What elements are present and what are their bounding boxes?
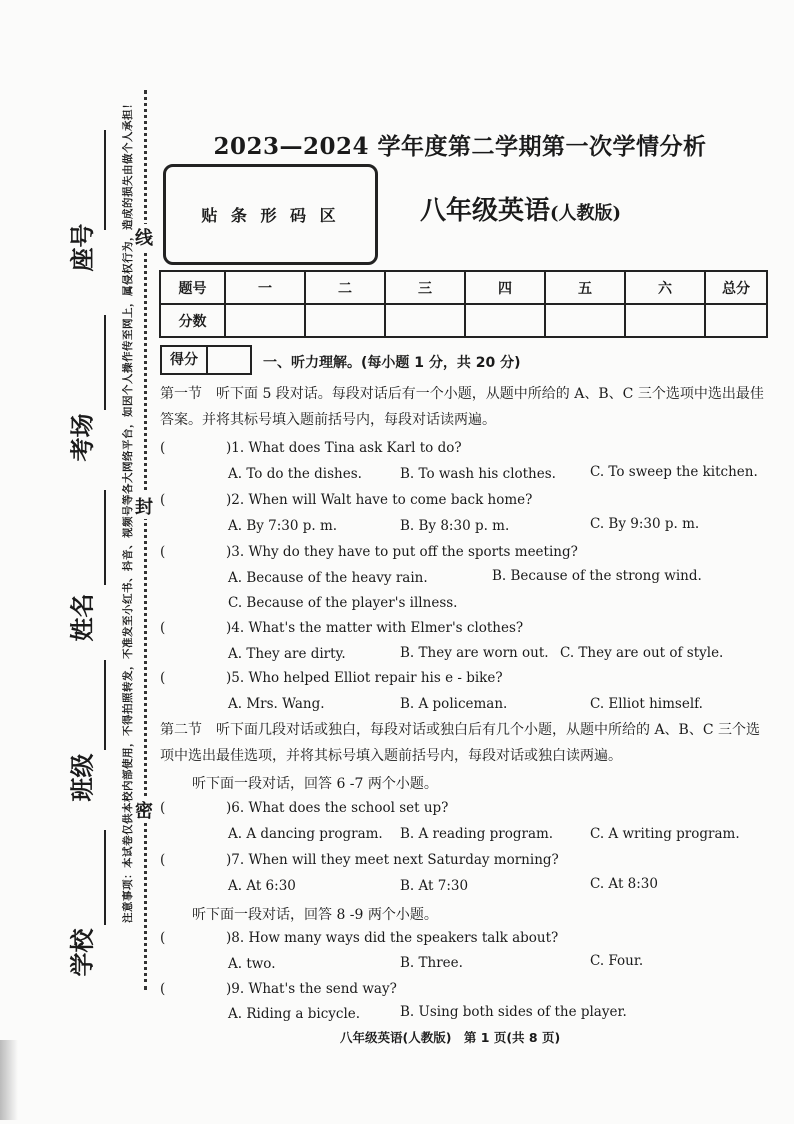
question-4 <box>160 620 523 636</box>
option-a: A. Riding a bicycle. <box>228 1006 361 1022</box>
option-a: A. A dancing program. <box>228 826 383 842</box>
score-header-cell: 六 <box>625 271 705 304</box>
question-text: )8. How many ways did the speakers talk about? <box>226 930 559 946</box>
barcode-area: 贴 条 形 码 区 <box>163 164 378 265</box>
name-line <box>104 490 106 585</box>
option-b: B. To wash his clothes. <box>400 466 556 482</box>
option-a: A. At 6:30 <box>228 878 296 894</box>
class-line <box>104 660 106 750</box>
option-b: B. Because of the strong wind. <box>492 568 702 584</box>
option-c: C. A writing program. <box>590 826 740 842</box>
score-header-cell: 三 <box>385 271 465 304</box>
score-cell[interactable] <box>465 304 545 337</box>
score-table <box>159 270 768 338</box>
option-c: C. They are out of style. <box>560 645 724 661</box>
hint-8-9: 听下面一段对话，回答 8 -9 两个小题。 <box>192 907 438 923</box>
score-row-label: 分数 <box>160 304 225 337</box>
score-cell[interactable] <box>225 304 305 337</box>
class-label: 班级 <box>68 753 97 802</box>
option-b: B. A policeman. <box>400 696 508 712</box>
answer-paren[interactable]: ( <box>160 981 166 997</box>
exam-room-label: 考场 <box>68 413 97 462</box>
subtitle-edition: (人教版) <box>550 203 622 224</box>
name-label: 姓名 <box>68 593 97 642</box>
score-cell[interactable] <box>545 304 625 337</box>
score-table-score-row <box>160 304 767 337</box>
option-c: C. By 9:30 p. m. <box>590 516 700 532</box>
score-header-cell: 四 <box>465 271 545 304</box>
question-text: )1. What does Tina ask Karl to do? <box>226 440 462 456</box>
option-b: B. They are worn out. <box>400 645 549 661</box>
option-c: C. To sweep the kitchen. <box>590 464 758 480</box>
option-c: C. Elliot himself. <box>590 696 703 712</box>
hint-6-7: 听下面一段对话，回答 6 -7 两个小题。 <box>192 776 438 792</box>
question-text: )5. Who helped Elliot repair his e - bike? <box>226 670 503 686</box>
option-a: A. two. <box>228 956 276 972</box>
option-b: B. A reading program. <box>400 826 554 842</box>
option-b: B. At 7:30 <box>400 878 469 894</box>
seat-label: 座号 <box>68 223 97 272</box>
school-label: 学校 <box>68 928 97 977</box>
question-7 <box>160 852 559 868</box>
score-header-cell: 五 <box>545 271 625 304</box>
answer-paren[interactable]: ( <box>160 930 166 946</box>
score-cell[interactable] <box>305 304 385 337</box>
section-score-box <box>160 345 252 375</box>
option-c: C. Because of the player's illness. <box>228 595 458 611</box>
exam-room-line <box>104 315 106 410</box>
option-a: A. To do the dishes. <box>228 466 362 482</box>
question-6 <box>160 800 448 816</box>
section-score-label: 得分 <box>162 347 208 373</box>
question-2 <box>160 492 532 508</box>
question-5 <box>160 670 503 686</box>
score-header-cell: 总分 <box>705 271 767 304</box>
school-line <box>104 830 106 925</box>
answer-paren[interactable]: ( <box>160 852 166 868</box>
question-text: )7. When will they meet next Saturday morning? <box>226 852 559 868</box>
option-a: A. Mrs. Wang. <box>228 696 325 712</box>
part1-instructions: 第一节 听下面 5 段对话。每段对话后有一个小题，从题中所给的 A、B、C 三个选项中选出最佳答案。并将其标号填入题前括号内，每段对话读两遍。 <box>160 386 764 428</box>
cut-mark-line: 线 <box>135 224 153 250</box>
option-a: A. By 7:30 p. m. <box>228 518 338 534</box>
answer-paren[interactable]: ( <box>160 544 166 560</box>
part2-instructions: 第二节 听下面几段对话或独白，每段对话或独白后有几个小题，从题中所给的 A、B、C 三个选项中选出最佳选项，并将其标号填入题前括号内，每段对话或独白读两遍。 <box>160 722 761 764</box>
score-cell[interactable] <box>705 304 767 337</box>
page-footer: 八年级英语(人教版) 第 1 页(共 8 页) <box>340 1030 561 1045</box>
question-9 <box>160 981 397 997</box>
question-text: )6. What does the school set up? <box>226 800 449 816</box>
option-b: B. Using both sides of the player. <box>400 1004 627 1020</box>
score-cell[interactable] <box>625 304 705 337</box>
notice-text: 注意事项：本试卷仅供本校内部使用，不得拍照转发，不准发至小红书、抖音、视频号等各大网络平台，如因个人操作传至网上，属侵权行为，造成的损失由做个人承担！ <box>122 98 134 923</box>
cut-mark-seal: 封 <box>135 493 153 519</box>
question-1 <box>160 440 462 456</box>
option-a: A. Because of the heavy rain. <box>228 570 428 586</box>
option-b: B. By 8:30 p. m. <box>400 518 510 534</box>
score-header-cell: 二 <box>305 271 385 304</box>
score-header-cell: 题号 <box>160 271 225 304</box>
page-edge-shadow <box>0 1040 18 1120</box>
option-b: B. Three. <box>400 955 463 971</box>
answer-paren[interactable]: ( <box>160 440 166 456</box>
option-a: A. They are dirty. <box>228 646 346 662</box>
score-header-cell: 一 <box>225 271 305 304</box>
answer-paren[interactable]: ( <box>160 620 166 636</box>
option-c: C. Four. <box>590 953 644 969</box>
score-cell[interactable] <box>385 304 465 337</box>
seat-line <box>104 130 106 230</box>
subtitle-main: 八年级英语 <box>420 196 551 226</box>
answer-paren[interactable]: ( <box>160 492 166 508</box>
question-text: )2. When will Walt have to come back home? <box>226 492 533 508</box>
subtitle <box>420 190 621 227</box>
question-text: )9. What's the send way? <box>226 981 397 997</box>
score-table-header-row <box>160 271 767 304</box>
question-text: )3. Why do they have to put off the sports meeting? <box>226 544 578 560</box>
question-8 <box>160 930 558 946</box>
page-title: 2023—2024 学年度第二学期第一次学情分析 <box>213 133 707 160</box>
answer-paren[interactable]: ( <box>160 670 166 686</box>
answer-paren[interactable]: ( <box>160 800 166 816</box>
question-3 <box>160 544 578 560</box>
question-text: )4. What's the matter with Elmer's clothes? <box>226 620 524 636</box>
cut-mark-secret: 密 <box>135 797 153 823</box>
section-heading: 一、听力理解。(每小题 1 分，共 20 分) <box>263 355 521 371</box>
option-c: C. At 8:30 <box>590 876 658 892</box>
